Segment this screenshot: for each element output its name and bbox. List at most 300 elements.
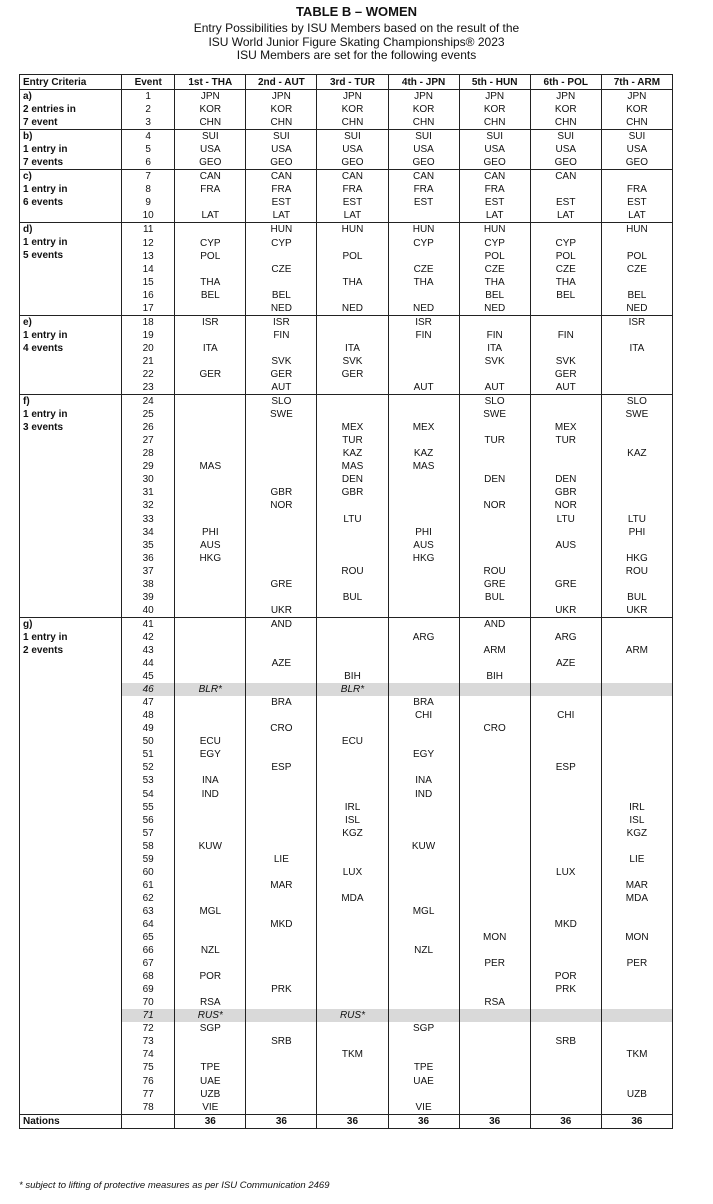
nation-cell [459, 683, 530, 696]
event-number-cell: 58 [122, 840, 175, 853]
nation-cell [388, 918, 459, 931]
event-number-cell: 26 [122, 421, 175, 434]
nation-cell: POR [175, 970, 246, 983]
nation-cell: CZE [388, 263, 459, 276]
nation-cell: GEO [175, 156, 246, 170]
nation-cell [530, 1101, 601, 1115]
nation-cell [175, 196, 246, 209]
nation-cell: GER [246, 368, 317, 381]
nation-cell [601, 683, 672, 696]
nation-cell [317, 787, 388, 800]
nation-cell [388, 486, 459, 499]
column-header: 2nd - AUT [246, 75, 317, 90]
subtitle-line: ISU Members are set for the following events [236, 48, 477, 62]
nation-cell [388, 499, 459, 512]
nation-cell: ISR [601, 315, 672, 329]
nation-cell: ISL [317, 814, 388, 827]
event-number-cell: 15 [122, 276, 175, 289]
nation-cell [246, 513, 317, 526]
nation-cell [601, 670, 672, 683]
nation-cell: FRA [246, 183, 317, 196]
event-number-cell: 68 [122, 970, 175, 983]
nation-cell [530, 696, 601, 709]
nation-cell: GEO [601, 156, 672, 170]
nation-cell [601, 237, 672, 250]
nation-cell: KOR [530, 103, 601, 116]
nation-cell: JPN [175, 90, 246, 104]
nation-cell: BUL [317, 591, 388, 604]
nation-cell [388, 827, 459, 840]
nation-cell: MAS [388, 460, 459, 473]
nation-cell [459, 1022, 530, 1035]
nation-cell [246, 944, 317, 957]
nation-cell [459, 709, 530, 722]
nation-cell: CHN [246, 116, 317, 130]
nation-cell [459, 552, 530, 565]
criteria-line: 1 entry in [23, 409, 68, 421]
nation-cell [388, 395, 459, 409]
nation-cell: FIN [388, 329, 459, 342]
nation-cell: PER [459, 957, 530, 970]
nation-cell: BLR* [317, 683, 388, 696]
nation-cell [246, 866, 317, 879]
event-number-cell: 23 [122, 381, 175, 395]
nation-cell [175, 223, 246, 237]
nation-cell [246, 526, 317, 539]
nation-cell [388, 670, 459, 683]
nation-cell: FIN [459, 329, 530, 342]
nation-cell [388, 879, 459, 892]
event-number-cell: 49 [122, 722, 175, 735]
nation-cell: USA [388, 143, 459, 156]
nation-cell [459, 1075, 530, 1088]
nation-cell [246, 840, 317, 853]
nation-cell [317, 722, 388, 735]
nation-cell: SUI [459, 130, 530, 144]
nation-cell [459, 604, 530, 618]
nation-cell [530, 526, 601, 539]
nation-cell [175, 722, 246, 735]
nation-cell: NED [388, 302, 459, 316]
nation-cell [175, 434, 246, 447]
nation-cell [601, 499, 672, 512]
nation-cell: MAR [246, 879, 317, 892]
nation-cell [388, 722, 459, 735]
nation-cell: GER [530, 368, 601, 381]
nation-cell [317, 696, 388, 709]
nation-cell: JPN [388, 90, 459, 104]
nation-cell [459, 918, 530, 931]
table-row [20, 617, 673, 631]
nation-cell: MON [459, 931, 530, 944]
nation-cell [175, 631, 246, 644]
nation-cell [530, 315, 601, 329]
nation-cell: AND [459, 617, 530, 631]
nation-cell: EGY [388, 748, 459, 761]
table-row [20, 315, 673, 329]
nation-cell [246, 421, 317, 434]
nation-cell: DEN [459, 473, 530, 486]
nation-cell [317, 408, 388, 421]
nation-cell: FRA [459, 183, 530, 196]
nation-cell [388, 853, 459, 866]
nation-cell [246, 447, 317, 460]
nation-cell [601, 1061, 672, 1074]
nation-cell [388, 1009, 459, 1022]
nation-cell [246, 814, 317, 827]
nation-cell [317, 931, 388, 944]
event-number-cell: 13 [122, 250, 175, 263]
event-number-cell: 6 [122, 156, 175, 170]
nation-cell: THA [317, 276, 388, 289]
entry-table [19, 74, 673, 1129]
nation-cell: BIH [459, 670, 530, 683]
nation-cell: CYP [388, 237, 459, 250]
nation-cell [601, 944, 672, 957]
nation-cell: AUS [530, 539, 601, 552]
entry-criteria-cell [20, 130, 122, 170]
column-header: 5th - HUN [459, 75, 530, 90]
event-number-cell: 41 [122, 617, 175, 631]
nations-total-cell: 36 [601, 1114, 672, 1128]
nation-cell [530, 735, 601, 748]
nation-cell: SVK [246, 355, 317, 368]
event-number-cell: 35 [122, 539, 175, 552]
event-number-cell: 29 [122, 460, 175, 473]
nation-cell: EST [459, 196, 530, 209]
nation-cell: JPN [601, 90, 672, 104]
nation-cell: ARM [601, 644, 672, 657]
event-number-cell: 16 [122, 289, 175, 302]
nation-cell [601, 170, 672, 184]
nation-cell [175, 709, 246, 722]
event-number-cell: 27 [122, 434, 175, 447]
nation-cell [317, 1101, 388, 1115]
nation-cell [175, 1048, 246, 1061]
nation-cell [246, 683, 317, 696]
nation-cell [388, 1048, 459, 1061]
nation-cell [459, 447, 530, 460]
nation-cell [459, 905, 530, 918]
nation-cell: ITA [175, 342, 246, 355]
event-number-cell: 22 [122, 368, 175, 381]
criteria-line: 1 entry in [23, 144, 68, 156]
nation-cell: GRE [246, 578, 317, 591]
nation-cell [388, 1035, 459, 1048]
nation-cell: ISR [246, 315, 317, 329]
criteria-line: 3 events [23, 422, 64, 434]
nation-cell: PHI [388, 526, 459, 539]
event-number-cell: 71 [122, 1009, 175, 1022]
nation-cell: SUI [530, 130, 601, 144]
nation-cell [530, 302, 601, 316]
nation-cell [530, 879, 601, 892]
nation-cell: BUL [601, 591, 672, 604]
nation-cell: RSA [459, 996, 530, 1009]
nation-cell [388, 657, 459, 670]
nation-cell [317, 944, 388, 957]
nation-cell: ESP [246, 761, 317, 774]
nation-cell: FRA [388, 183, 459, 196]
event-number-cell: 38 [122, 578, 175, 591]
nation-cell [246, 801, 317, 814]
nation-cell [388, 565, 459, 578]
nation-cell: CYP [459, 237, 530, 250]
nation-cell: SRB [530, 1035, 601, 1048]
nation-cell [175, 957, 246, 970]
footnote: * subject to lifting of protective measures as per ISU Communication 2469 [19, 1180, 330, 1191]
nation-cell [246, 539, 317, 552]
event-number-cell: 56 [122, 814, 175, 827]
nation-cell [388, 408, 459, 421]
nation-cell [459, 631, 530, 644]
table-row [20, 90, 673, 104]
nation-cell [246, 774, 317, 787]
nation-cell [530, 342, 601, 355]
nation-cell: AZE [530, 657, 601, 670]
nation-cell [246, 1009, 317, 1022]
nation-cell [317, 853, 388, 866]
nation-cell: HUN [317, 223, 388, 237]
nation-cell [175, 381, 246, 395]
nation-cell: CAN [459, 170, 530, 184]
nation-cell: CRO [246, 722, 317, 735]
nation-cell: BEL [246, 289, 317, 302]
nation-cell: LAT [459, 209, 530, 223]
nation-cell [317, 996, 388, 1009]
event-number-cell: 43 [122, 644, 175, 657]
nation-cell [175, 696, 246, 709]
nation-cell [459, 879, 530, 892]
nation-cell: KOR [459, 103, 530, 116]
nation-cell [317, 315, 388, 329]
criteria-line: d) [23, 224, 33, 236]
nation-cell: RUS* [317, 1009, 388, 1022]
event-number-cell: 75 [122, 1061, 175, 1074]
nation-cell [317, 905, 388, 918]
nation-cell: MAS [175, 460, 246, 473]
nation-cell [246, 892, 317, 905]
event-number-cell: 10 [122, 209, 175, 223]
nation-cell: USA [601, 143, 672, 156]
nation-cell: TUR [530, 434, 601, 447]
nation-cell [530, 905, 601, 918]
nation-cell: ARG [530, 631, 601, 644]
event-number-cell: 24 [122, 395, 175, 409]
nation-cell: UKR [246, 604, 317, 618]
nation-cell: CHN [388, 116, 459, 130]
event-number-cell: 60 [122, 866, 175, 879]
nation-cell: FRA [601, 183, 672, 196]
nation-cell [530, 223, 601, 237]
nation-cell [530, 853, 601, 866]
nation-cell [246, 473, 317, 486]
nation-cell [175, 513, 246, 526]
nation-cell: MAS [317, 460, 388, 473]
nation-cell: ROU [459, 565, 530, 578]
nation-cell [388, 434, 459, 447]
nation-cell: RUS* [175, 1009, 246, 1022]
nation-cell: ROU [317, 565, 388, 578]
nation-cell [530, 1088, 601, 1101]
nation-cell [459, 866, 530, 879]
nation-cell [388, 761, 459, 774]
nation-cell: BEL [175, 289, 246, 302]
event-number-cell: 30 [122, 473, 175, 486]
entry-criteria-cell [20, 617, 122, 1114]
nation-cell: USA [317, 143, 388, 156]
nation-cell: ITA [601, 342, 672, 355]
criteria-line: 1 entry in [23, 329, 68, 341]
nation-cell: UAE [388, 1075, 459, 1088]
nation-cell [459, 486, 530, 499]
nation-cell: IRL [601, 801, 672, 814]
nations-total-cell: 36 [388, 1114, 459, 1128]
nation-cell: INA [175, 774, 246, 787]
nation-cell [601, 657, 672, 670]
nation-cell: KGZ [317, 827, 388, 840]
nation-cell [530, 722, 601, 735]
nation-cell [459, 539, 530, 552]
nation-cell [459, 774, 530, 787]
nation-cell: CZE [246, 263, 317, 276]
nation-cell: PER [601, 957, 672, 970]
nation-cell [530, 892, 601, 905]
event-number-cell: 77 [122, 1088, 175, 1101]
nation-cell: MGL [175, 905, 246, 918]
criteria-line: 2 events [23, 644, 64, 656]
nation-cell: KAZ [601, 447, 672, 460]
nation-cell [601, 1101, 672, 1115]
nation-cell [317, 970, 388, 983]
nation-cell: AUT [388, 381, 459, 395]
nation-cell: CAN [175, 170, 246, 184]
table-body [20, 90, 673, 1129]
nation-cell [530, 748, 601, 761]
nation-cell [601, 983, 672, 996]
nation-cell [246, 591, 317, 604]
nations-total-cell: 36 [530, 1114, 601, 1128]
nation-cell [601, 696, 672, 709]
nation-cell [388, 683, 459, 696]
event-number-cell: 11 [122, 223, 175, 237]
event-number-cell: 3 [122, 116, 175, 130]
nation-cell [175, 591, 246, 604]
nation-cell [317, 526, 388, 539]
nation-cell [530, 1048, 601, 1061]
nation-cell [530, 447, 601, 460]
event-number-cell: 72 [122, 1022, 175, 1035]
nation-cell [175, 395, 246, 409]
nation-cell [317, 237, 388, 250]
nation-cell: SVK [459, 355, 530, 368]
nation-cell: BEL [530, 289, 601, 302]
nations-total-cell: 36 [246, 1114, 317, 1128]
nation-cell [175, 644, 246, 657]
nation-cell: HUN [459, 223, 530, 237]
nation-cell [246, 970, 317, 983]
nation-cell [459, 748, 530, 761]
nations-label: Nations [20, 1114, 122, 1128]
nation-cell: SUI [246, 130, 317, 144]
criteria-line: 2 entries in [23, 104, 76, 115]
nation-cell [246, 460, 317, 473]
nation-cell: SLO [246, 395, 317, 409]
nation-cell [388, 591, 459, 604]
criteria-line: c) [23, 171, 32, 183]
nation-cell [459, 944, 530, 957]
nation-cell: TPE [388, 1061, 459, 1074]
nation-cell: CYP [246, 237, 317, 250]
nation-cell [601, 722, 672, 735]
nation-cell [388, 513, 459, 526]
nation-cell [175, 931, 246, 944]
nation-cell [317, 748, 388, 761]
nation-cell: CHN [530, 116, 601, 130]
nation-cell [388, 983, 459, 996]
nation-cell [317, 329, 388, 342]
nation-cell [601, 460, 672, 473]
nation-cell: SUI [175, 130, 246, 144]
criteria-line: 4 events [23, 342, 64, 354]
nation-cell: CHN [175, 116, 246, 130]
nation-cell [317, 709, 388, 722]
criteria-line: 1 entry in [23, 184, 68, 196]
nation-cell [317, 539, 388, 552]
nation-cell [175, 866, 246, 879]
nation-cell: PRK [246, 983, 317, 996]
nation-cell [175, 486, 246, 499]
nation-cell [459, 840, 530, 853]
nation-cell: JPN [246, 90, 317, 104]
nation-cell: HUN [601, 223, 672, 237]
nation-cell [459, 315, 530, 329]
nation-cell: JPN [317, 90, 388, 104]
event-number-cell: 63 [122, 905, 175, 918]
nation-cell [459, 735, 530, 748]
nation-cell: FIN [530, 329, 601, 342]
nation-cell [601, 368, 672, 381]
nation-cell: BRA [388, 696, 459, 709]
table-row [20, 170, 673, 184]
nation-cell [317, 617, 388, 631]
nation-cell: DEN [530, 473, 601, 486]
nation-cell [601, 486, 672, 499]
nation-cell [175, 1035, 246, 1048]
nation-cell [459, 1009, 530, 1022]
event-number-cell: 61 [122, 879, 175, 892]
nation-cell [246, 644, 317, 657]
nation-cell [530, 774, 601, 787]
nation-cell: EST [388, 196, 459, 209]
nation-cell: SGP [175, 1022, 246, 1035]
nation-cell: CHI [388, 709, 459, 722]
nation-cell [175, 801, 246, 814]
event-number-cell: 8 [122, 183, 175, 196]
nation-cell [175, 814, 246, 827]
nation-cell [530, 617, 601, 631]
nation-cell: THA [459, 276, 530, 289]
nation-cell: CZE [601, 263, 672, 276]
nation-cell: LUX [530, 866, 601, 879]
nation-cell: CAN [246, 170, 317, 184]
nation-cell: SUI [317, 130, 388, 144]
event-number-cell: 48 [122, 709, 175, 722]
nation-cell [459, 787, 530, 800]
nation-cell [246, 1075, 317, 1088]
nation-cell [459, 526, 530, 539]
event-number-cell: 32 [122, 499, 175, 512]
